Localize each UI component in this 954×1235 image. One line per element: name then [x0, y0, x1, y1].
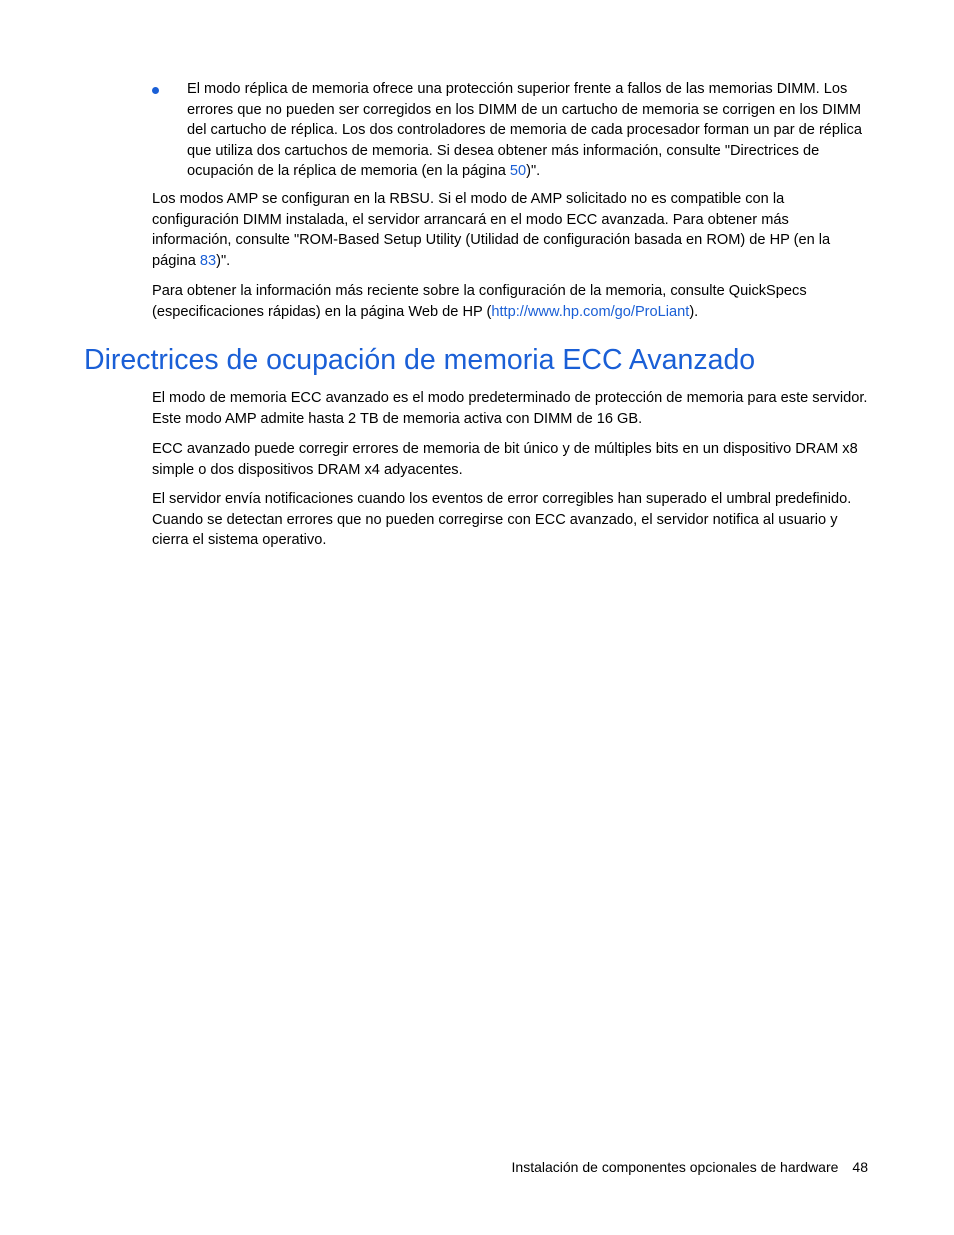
paragraph-amp-config [152, 189, 872, 271]
section-heading: Directrices de ocupación de memoria ECC Avanzado [84, 344, 756, 376]
section-paragraph-3: El servidor envía notificaciones cuando los eventos de error corregibles han superado el umbral predefinido. Cuando se detectan errores que no pueden corregirse con ECC avanzado, el servidor notifica al usuario y cierra el sistema operativo. [152, 491, 852, 549]
paragraph-quickspecs-part1: Para obtener la información más reciente sobre la configuración de la memoria, consulte QuickSpecs (especificaciones rápidas) en la página Web de HP ( [152, 283, 807, 320]
bullet-icon [152, 87, 159, 94]
footer-page-number: 48 [852, 1159, 868, 1175]
bullet-item-mirror-mode [152, 79, 872, 182]
paragraph-quickspecs-part2: ). [689, 303, 699, 320]
section-paragraph-1: El modo de memoria ECC avanzado es el modo predeterminado de protección de memoria para este servidor. Este modo AMP admite hasta 2 TB de memoria activa con DIMM de 16 GB. [152, 390, 868, 427]
paragraph-amp-part1: Los modos AMP se configuran en la RBSU. Si el modo de AMP solicitado no es compatible con la configuración DIMM instalada, el servidor arrancará en el modo ECC avanzada. Para obtener más información, consulte "ROM-Based Setup Utility (Utilidad de configuración basada en ROM) de HP (en la página [152, 191, 831, 269]
footer-chapter-title: Instalación de componentes opcionales de hardware [511, 1159, 839, 1175]
paragraph-quickspecs [152, 281, 872, 322]
bullet-text [187, 79, 872, 182]
hp-proliant-url-link[interactable]: http://www.hp.com/go/ProLiant [491, 303, 690, 320]
page-link-50[interactable]: 50 [509, 163, 527, 180]
paragraph-amp-part2: )". [216, 252, 231, 269]
bullet-text-part1: El modo réplica de memoria ofrece una protección superior frente a fallos de las memorias DIMM. Los errores que no pueden ser corregidos en los DIMM de un cartucho de memoria se corrigen en los DIMM del cartucho de réplica. Los dos controladores de memoria de cada procesador forman un par de réplica que utiliza dos cartuchos de memoria. Si desea obtener más información, consulte "Directrices de ocupación de la réplica de memoria (en la página [187, 81, 862, 180]
page-link-83[interactable]: 83 [199, 252, 217, 269]
section-paragraph-2: ECC avanzado puede corregir errores de memoria de bit único y de múltiples bits en un dispositivo DRAM x8 simple o dos dispositivos DRAM x4 adyacentes. [152, 441, 858, 478]
page-footer [512, 1157, 868, 1177]
bullet-text-part2: )". [526, 163, 541, 180]
